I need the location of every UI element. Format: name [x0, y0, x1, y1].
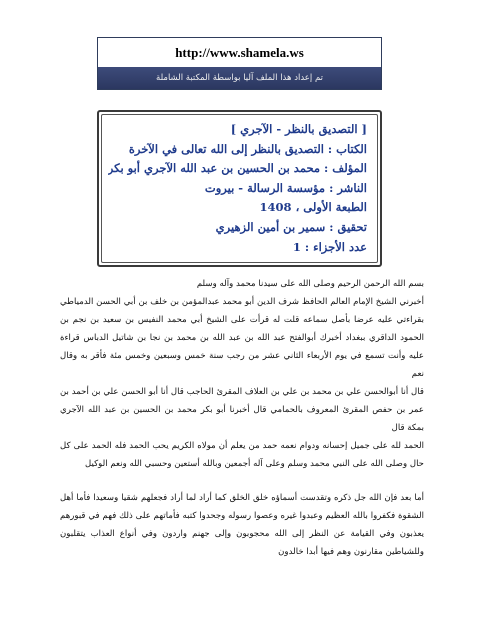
author-line: المؤلف : محمد بن الحسين بن عبد الله الآجري أبو بكر	[108, 161, 367, 176]
book-metadata-card	[97, 110, 382, 267]
banner-url-link[interactable]: http://www.shamela.ws	[175, 45, 304, 60]
body-paragraph-narration: قال أنا أبوالحسن علي بن محمد بن علي بن العلاف المقرئ الحاجب قال أنا أبو الحسن علي بن أحمد بن عمر بن حفص المقرئ المعروف بالحمامي قال أخبرنا أبو بكر محمد بن الحسين بن عبد الله الآجري بمكة قال	[60, 387, 424, 433]
shamela-banner	[97, 37, 382, 90]
document-body	[60, 275, 424, 561]
body-paragraph-main: أما بعد فإن الله جل ذكره وتقدست أسماؤه خلق الخلق كما أراد لما أراد فجعلهم شقيا وسعيدا فأما أهل الشقوة فكفروا بالله العظيم وعبدوا غيره وعصوا رسوله وجحدوا كتبه فأماتهم على ذلك فهم في قبورهم يعذبون وفي القيامة عن النظر إلى الله محجوبون وإلى جهنم واردون وفي أنواع العذاب يتقلبون وللشياطين مقارنون وهم فيها أبدا خالدون	[60, 493, 424, 557]
body-paragraph-basmala: بسم الله الرحمن الرحيم وصلى الله على سيدنا محمد وآله وسلم	[196, 279, 424, 289]
publisher-line: الناشر : مؤسسة الرسالة - بيروت	[204, 180, 367, 195]
paragraph-gap	[60, 473, 424, 489]
volume-count-line: عدد الأجزاء : 1	[292, 239, 367, 254]
edition-line: الطبعة الأولى ، 1408	[259, 200, 367, 215]
body-paragraph-praise: الحمد لله على جميل إحسانه ودوام نعمه حمد من يعلم أن مولاه الكريم يحب الحمد فله الحمد على كل حال وصلى الله على النبي محمد وسلم وعلى آله أجمعين وبالله أستعين وحسبي الله ونعم الوكيل	[60, 441, 424, 469]
book-metadata-frame	[101, 114, 378, 263]
book-name-line: الكتاب : التصديق بالنظر إلى الله تعالى في الآخرة	[128, 141, 367, 156]
book-title-bracket: [ التصديق بالنظر - الآجري ]	[230, 122, 367, 136]
banner-strip-text: تم إعداد هذا الملف آليا بواسطة المكتبة الشاملة	[98, 67, 381, 89]
body-paragraph-isnad: أخبرني الشيخ الإمام العالم الحافظ شرف الدين أبو محمد عبدالمؤمن بن خلف بن أبي الحسن الدمياطي بقراءتي عليه عرضا بأصل سماعه قلت له قرأت على الشيخ أبي محمد النفيس بن سعيد بن نجم بن الحمود الداقري ببغداد أخبرك أبوالفتح عبد الله بن عبد الله بن محمد بن نجا بن شاتيل الدباس قراءة عليه وأنت تسمع في يوم الأربعاء الثاني عشر من رجب سنة خمس وسبعين وخمس مئة فأقر به وقال نعم	[60, 297, 424, 379]
editor-line: تحقيق : سمير بن أمين الزهيري	[215, 219, 367, 234]
